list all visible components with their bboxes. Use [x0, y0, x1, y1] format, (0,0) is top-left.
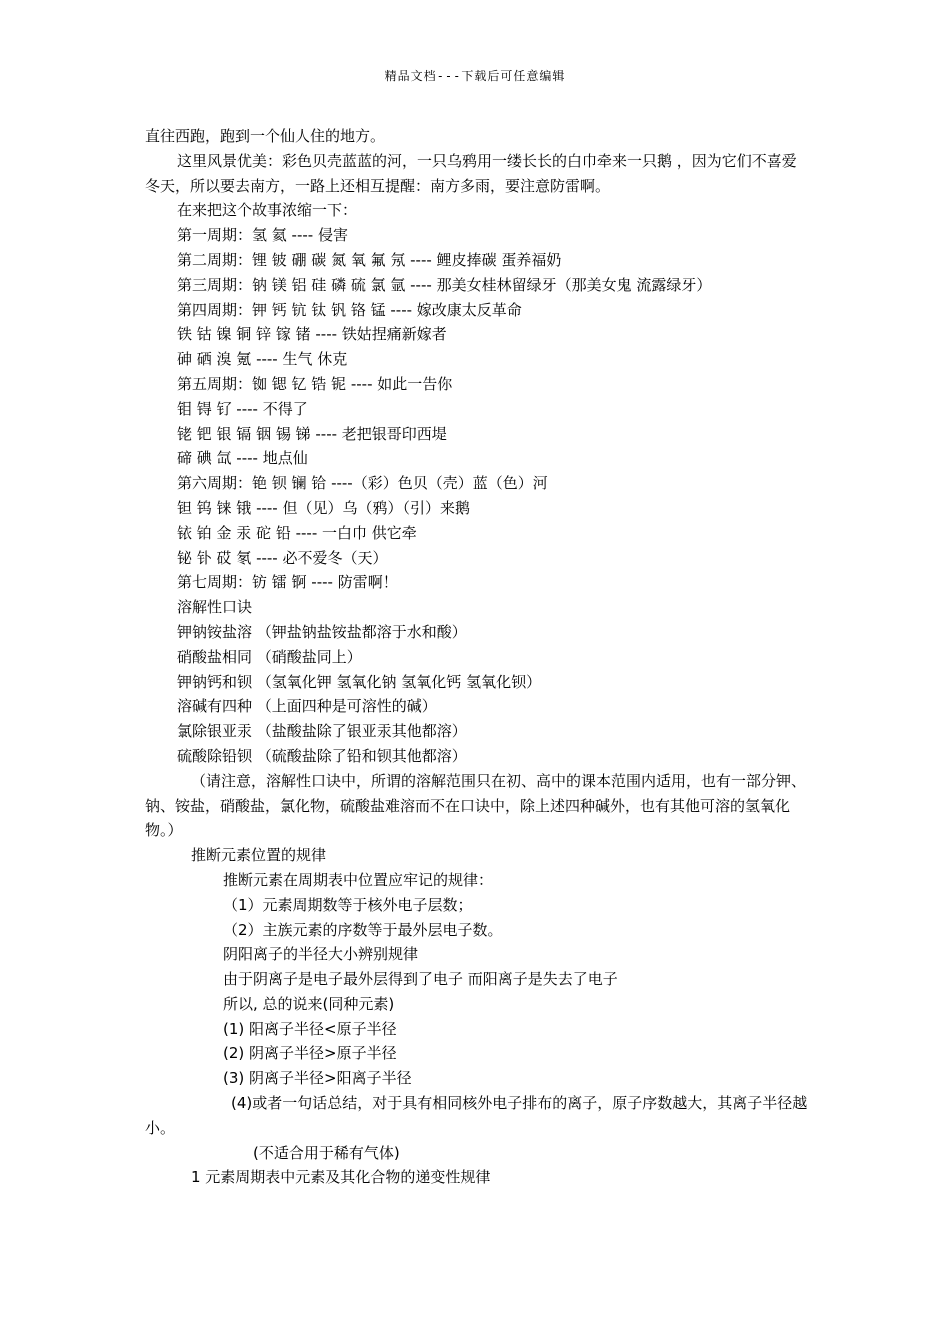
- document-body: [145, 124, 810, 1190]
- mnemonic-line: 第四周期：钾 钙 钪 钛 钒 铬 锰 ---- 嫁改康太反革命: [177, 300, 522, 319]
- paragraph: 推断元素在周期表中位置应牢记的规律：: [223, 870, 494, 889]
- mnemonic-line: 铱 铂 金 汞 砣 铅 ---- 一白巾 供它牵: [177, 523, 417, 542]
- section-heading: 溶解性口诀: [177, 598, 253, 617]
- solubility-rule: 钾钠钙和钡 （氢氧化钾 氢氧化钠 氢氧化钙 氢氧化钡）: [177, 672, 542, 691]
- section-heading: 推断元素位置的规律: [191, 846, 327, 865]
- mnemonic-line: 铋 钋 砹 氡 ---- 必不爱冬（天）: [177, 548, 388, 567]
- mnemonic-line: 铁 钴 镍 铜 锌 镓 锗 ---- 铁姑捏痛新嫁者: [177, 325, 447, 344]
- paragraph: 在来把这个故事浓缩一下：: [177, 201, 358, 220]
- paragraph: (不适合用于稀有气体): [253, 1143, 400, 1162]
- solubility-rule: 硝酸盐相同 （硝酸盐同上）: [177, 647, 362, 666]
- solubility-rule: 钾钠铵盐溶 （钾盐钠盐铵盐都溶于水和酸）: [177, 622, 467, 641]
- mnemonic-line: 钽 钨 铼 锇 ---- 但（见）乌（鸦）（引）来鹅: [177, 498, 470, 517]
- section-heading: 阴阳离子的半径大小辨别规律: [223, 945, 419, 964]
- rule-item: (3) 阴离子半径>阳离子半径: [223, 1069, 412, 1088]
- solubility-rule: 溶碱有四种 （上面四种是可溶性的碱）: [177, 697, 437, 716]
- rule-item: （2）主族元素的序数等于最外层电子数。: [223, 920, 503, 939]
- paragraph: 直往西跑，跑到一个仙人住的地方。: [145, 127, 386, 145]
- mnemonic-line: 第五周期：铷 锶 钇 锆 铌 ---- 如此一告你: [177, 374, 453, 393]
- page-header: 精品文档---下载后可任意编辑: [384, 69, 566, 83]
- mnemonic-line: 钼 锝 钌 ---- 不得了: [177, 399, 308, 418]
- paragraph: 由于阴离子是电子最外层得到了电子 而阳离子是失去了电子: [223, 970, 618, 989]
- mnemonic-line: 铑 钯 银 镉 铟 锡 锑 ---- 老把银哥印西堤: [177, 424, 447, 443]
- mnemonic-line: 第六周期：铯 钡 镧 铪 ----（彩）色贝（壳）蓝（色）河: [177, 474, 548, 493]
- paragraph: 这里风景优美：彩色贝壳蓝蓝的河，一只乌鸦用一缕长长的白巾牵来一只鹅 ，因为它们不喜爱冬天，所以要去南方，一路上还相互提醒：南方多雨，要注意防雷啊。: [145, 151, 797, 195]
- rule-item: （1）元素周期数等于核外电子层数；: [223, 895, 473, 914]
- mnemonic-line: 第二周期：锂 铍 硼 碳 氮 氧 氟 氖 ---- 鲤皮捧碳 蛋养福奶: [177, 250, 562, 269]
- mnemonic-line: 第三周期：钠 镁 铝 硅 磷 硫 氯 氩 ---- 那美女桂林留绿牙（那美女鬼 流露绿牙）: [177, 275, 712, 294]
- rule-item: (4)或者一句话总结，对于具有相同核外电子排布的离子，原子序数越大，其离子半径越小。: [145, 1094, 808, 1137]
- paragraph: 所以, 总的说来(同种元素): [223, 994, 395, 1013]
- rule-item: (1) 阳离子半径<原子半径: [223, 1019, 397, 1038]
- solubility-rule: 硫酸除铅钡 （硫酸盐除了铅和钡其他都溶）: [177, 746, 467, 765]
- mnemonic-line: 第一周期：氢 氦 ---- 侵害: [177, 226, 348, 245]
- mnemonic-line: 第七周期：钫 镭 锕 ---- 防雷啊！: [177, 573, 398, 592]
- mnemonic-line: 碲 碘 氙 ---- 地点仙: [177, 449, 308, 468]
- solubility-rule: 氯除银亚汞 （盐酸盐除了银亚汞其他都溶）: [177, 722, 467, 741]
- mnemonic-line: 砷 硒 溴 氪 ---- 生气 休克: [177, 350, 348, 369]
- note-paragraph: （请注意，溶解性口诀中，所谓的溶解范围只在初、高中的课本范围内适用，也有一部分钾、钠、铵盐，硝酸盐，氯化物，硫酸盐难溶而不在口诀中，除上述四种碱外，也有其他可溶的氢氧化物。）: [145, 771, 807, 840]
- section-heading: 1 元素周期表中元素及其化合物的递变性规律: [191, 1168, 491, 1187]
- rule-item: (2) 阴离子半径>原子半径: [223, 1044, 397, 1063]
